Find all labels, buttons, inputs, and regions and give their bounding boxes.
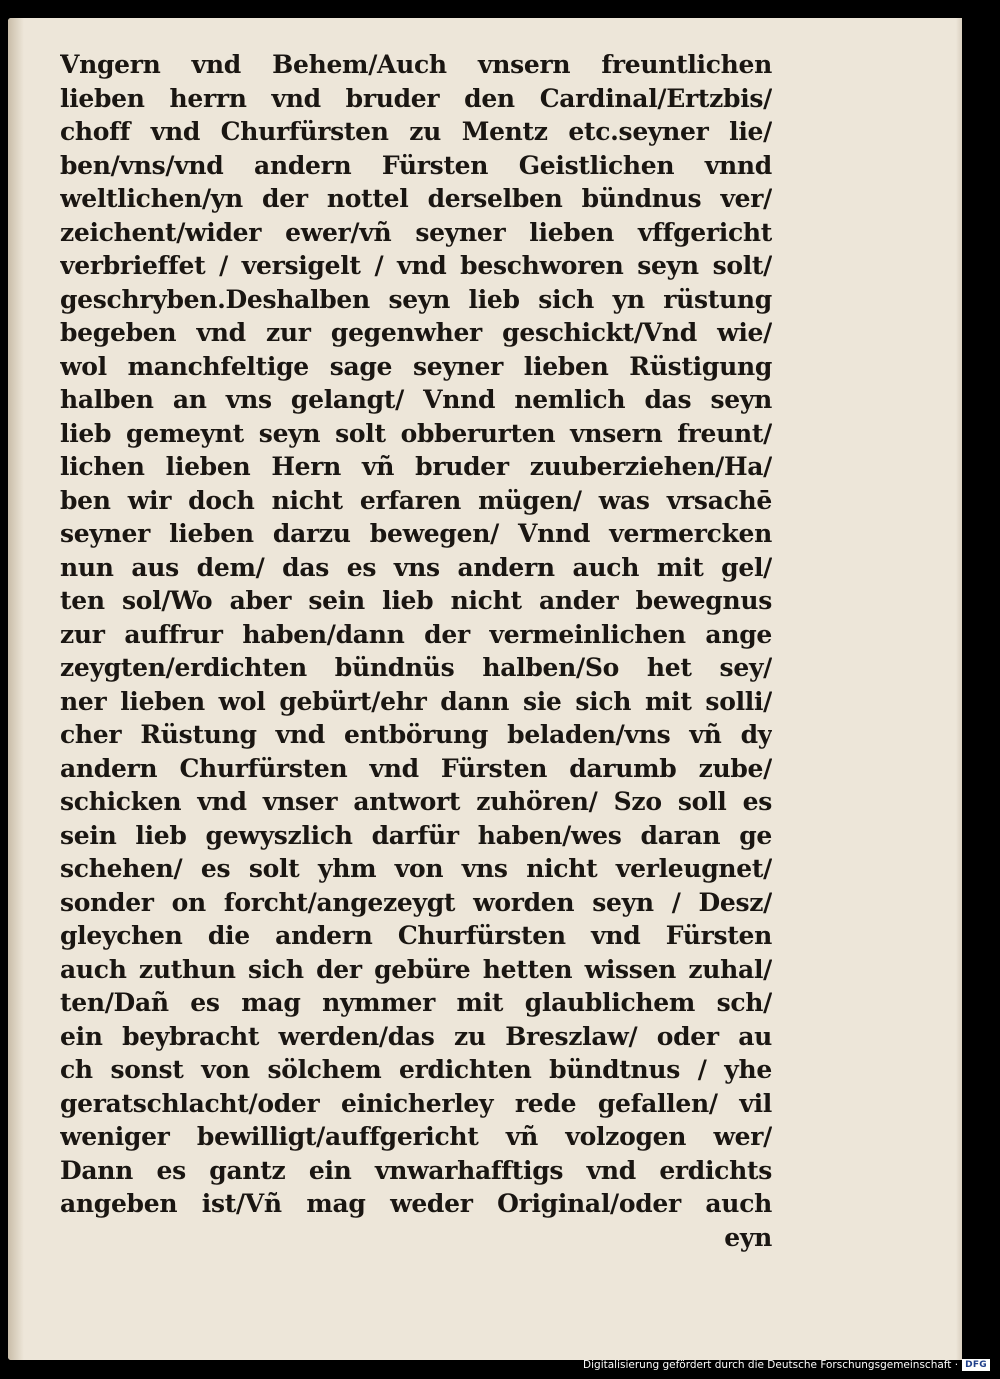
text-line: ben/vns/vnd andern Fürsten Geistlichen vnnd — [60, 150, 772, 180]
text-line: Vngern vnd Behem/Auch vnsern freuntlichen — [60, 50, 772, 79]
text-line: seyner lieben darzu bewegen/ Vnnd vermercken — [60, 519, 772, 548]
text-line: schehen/ es solt yhm von vns nicht verleugnet/ — [60, 854, 772, 883]
footer-credit — [583, 1356, 990, 1374]
page-gutter-shadow — [8, 18, 24, 1360]
footer-credit-text: Digitalisierung gefördert durch die Deutsche Forschungsgemeinschaft · — [583, 1359, 959, 1371]
text-line: ben wir doch nicht erfaren mügen/ was vrsachē — [60, 485, 772, 515]
text-line: nun aus dem/ das es vns andern auch mit gel/ — [60, 552, 772, 582]
book-page — [8, 18, 962, 1360]
page-text-block — [60, 48, 772, 1254]
text-line: sonder on forcht/angezeygt worden seyn / Desz/ — [60, 887, 772, 917]
text-line: halben an vns gelangt/ Vnnd nemlich das seyn — [60, 385, 772, 414]
dfg-logo: DFG — [962, 1359, 990, 1371]
text-line: cher Rüstung vnd entbörung beladen/vns vñ dy — [60, 720, 772, 749]
text-line: verbrieffet / versigelt / vnd beschworen seyn solt/ — [60, 251, 772, 280]
text-line: begeben vnd zur gegenwher geschickt/Vnd wie/ — [60, 318, 772, 347]
text-line: lieb gemeynt seyn solt obberurten vnsern freunt/ — [60, 418, 772, 448]
text-line: ch sonst von sölchem erdichten bündtnus / yhe — [60, 1055, 772, 1084]
text-line: geschryben.Deshalben seyn lieb sich yn rüstung — [60, 284, 772, 314]
text-line: Dann es gantz ein vnwarhafftigs vnd erdichts — [60, 1155, 772, 1185]
page-edge-shadow — [956, 18, 962, 1360]
text-line: ten sol/Wo aber sein lieb nicht ander bewegnus — [60, 586, 772, 615]
text-line: zur auffrur haben/dann der vermeinlichen ange — [60, 619, 772, 649]
text-line: andern Churfürsten vnd Fürsten darumb zube/ — [60, 753, 772, 783]
text-line: weltlichen/yn der nottel derselben bündnus ver/ — [60, 184, 772, 213]
text-line: angeben ist/Vñ mag weder Original/oder auch — [60, 1189, 772, 1218]
text-line: sein lieb gewyszlich darfür haben/wes daran ge — [60, 820, 772, 850]
catchword: eyn — [724, 1222, 772, 1252]
text-line: ten/Dañ es mag nymmer mit glaublichem sch/ — [60, 988, 772, 1017]
text-line: weniger bewilligt/auffgericht vñ volzogen wer/ — [60, 1122, 772, 1151]
text-line: lieben herrn vnd bruder den Cardinal/Ertzbis/ — [60, 83, 772, 113]
text-line: schicken vnd vnser antwort zuhören/ Szo soll es — [60, 787, 772, 816]
text-line: choff vnd Churfürsten zu Mentz etc.seyner lie/ — [60, 117, 772, 146]
text-line: zeichent/wider ewer/vñ seyner lieben vffgericht — [60, 217, 772, 247]
text-line: ein beybracht werden/das zu Breszlaw/ oder au — [60, 1021, 772, 1051]
text-line: ner lieben wol gebürt/ehr dann sie sich mit solli/ — [60, 686, 772, 716]
text-line: lichen lieben Hern vñ bruder zuuberziehen/Ha/ — [60, 452, 772, 481]
text-line: zeygten/erdichten bündnüs halben/So het sey/ — [60, 653, 772, 682]
text-line: wol manchfeltige sage seyner lieben Rüstigung — [60, 351, 772, 381]
text-line: auch zuthun sich der gebüre hetten wissen zuhal/ — [60, 954, 772, 984]
text-line: geratschlacht/oder einicherley rede gefallen/ vil — [60, 1088, 772, 1118]
text-line: gleychen die andern Churfürsten vnd Fürsten — [60, 921, 772, 950]
